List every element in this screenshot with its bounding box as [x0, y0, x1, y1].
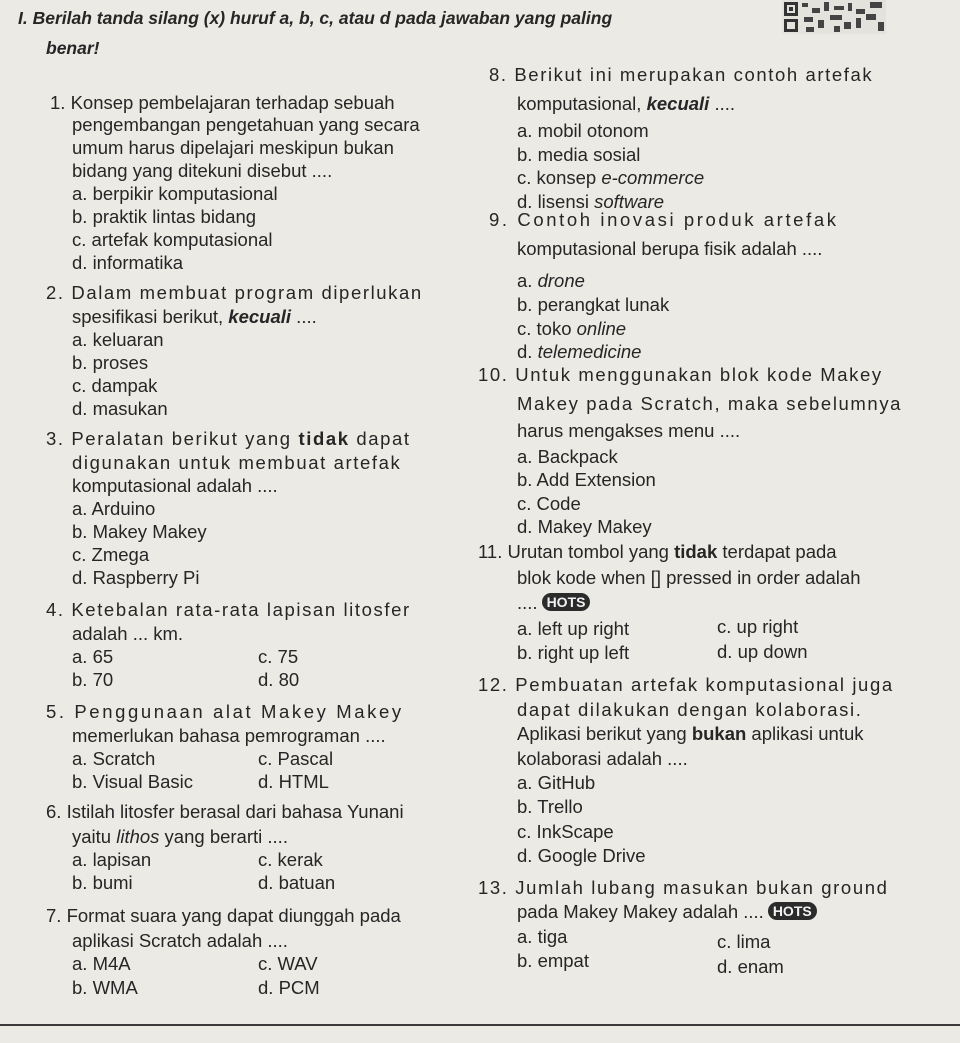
option-a[interactable]: a. drone	[517, 270, 585, 291]
option-b[interactable]: b. perangkat lunak	[517, 294, 670, 315]
option-b[interactable]: b. Add Extension	[517, 469, 656, 490]
option-b[interactable]: b. Trello	[517, 796, 583, 817]
page-divider	[0, 1024, 960, 1026]
question-text: harus mengakses menu ....	[517, 420, 741, 441]
option-b[interactable]: b. proses	[72, 352, 149, 373]
question-text: kolaborasi adalah ....	[517, 748, 688, 769]
option-a[interactable]: a. 65	[72, 646, 114, 667]
question-text: 10. Untuk menggunakan blok kode Makey	[478, 364, 883, 385]
option-d[interactable]: d. telemedicine	[517, 341, 642, 362]
question-text: blok kode when [] pressed in order adalah	[517, 567, 861, 588]
question-text: adalah ... km.	[72, 623, 184, 644]
question-text: pengembangan pengetahuan yang secara	[72, 114, 420, 135]
option-d[interactable]: d. enam	[717, 956, 784, 977]
option-c[interactable]: c. WAV	[258, 953, 318, 974]
option-b[interactable]: b. empat	[517, 950, 589, 971]
option-d[interactable]: d. masukan	[72, 398, 168, 419]
hots-badge: HOTS	[768, 902, 817, 920]
question-text: spesifikasi berikut, kecuali ....	[72, 306, 317, 327]
question-text: 7. Format suara yang dapat diunggah pada	[46, 905, 401, 926]
option-b[interactable]: b. Makey Makey	[72, 521, 207, 542]
qr-code	[782, 0, 886, 34]
option-d[interactable]: d. lisensi software	[517, 191, 665, 212]
option-c[interactable]: c. konsep e-commerce	[517, 167, 705, 188]
question-text: 12. Pembuatan artefak komputasional juga	[478, 674, 894, 695]
option-a[interactable]: a. mobil otonom	[517, 120, 649, 141]
option-c[interactable]: c. dampak	[72, 375, 158, 396]
option-d[interactable]: d. Google Drive	[517, 845, 646, 866]
option-b[interactable]: b. bumi	[72, 872, 133, 893]
question-text: pada Makey Makey adalah .... HOTS	[517, 901, 817, 923]
hots-badge: HOTS	[542, 593, 591, 611]
option-a[interactable]: a. lapisan	[72, 849, 152, 870]
option-b[interactable]: b. praktik lintas bidang	[72, 206, 257, 227]
question-text: 9. Contoh inovasi produk artefak	[489, 209, 839, 230]
question-text: 2. Dalam membuat program diperlukan	[46, 282, 423, 303]
question-text: 3. Peralatan berikut yang tidak dapat	[46, 428, 411, 449]
option-a[interactable]: a. tiga	[517, 926, 568, 947]
option-c[interactable]: c. Code	[517, 493, 581, 514]
option-a[interactable]: a. keluaran	[72, 329, 164, 350]
option-c[interactable]: c. artefak komputasional	[72, 229, 273, 250]
option-a[interactable]: a. Scratch	[72, 748, 156, 769]
question-text: aplikasi Scratch adalah ....	[72, 930, 288, 951]
question-text: digunakan untuk membuat artefak	[72, 452, 402, 473]
option-b[interactable]: b. 70	[72, 669, 114, 690]
option-d[interactable]: d. up down	[717, 641, 808, 662]
question-text: yaitu lithos yang berarti ....	[72, 826, 288, 847]
option-c[interactable]: c. lima	[717, 931, 771, 952]
option-a[interactable]: a. Arduino	[72, 498, 156, 519]
option-c[interactable]: c. kerak	[258, 849, 323, 870]
option-d[interactable]: d. Raspberry Pi	[72, 567, 200, 588]
option-c[interactable]: c. 75	[258, 646, 299, 667]
option-c[interactable]: c. toko online	[517, 318, 627, 339]
question-text: dapat dilakukan dengan kolaborasi.	[517, 699, 863, 720]
option-b[interactable]: b. WMA	[72, 977, 138, 998]
question-text: komputasional, kecuali ....	[517, 93, 736, 114]
option-c[interactable]: c. Zmega	[72, 544, 150, 565]
question-text: komputasional adalah ....	[72, 475, 278, 496]
question-text: 11. Urutan tombol yang tidak terdapat pada	[478, 541, 837, 562]
question-text: 6. Istilah litosfer berasal dari bahasa Yunani	[46, 801, 404, 822]
question-text: 5. Penggunaan alat Makey Makey	[46, 701, 404, 722]
question-text: bidang yang ditekuni disebut ....	[72, 160, 333, 181]
section-instruction: I. Berilah tanda silang (x) huruf a, b, c, atau d pada jawaban yang paling	[18, 8, 613, 28]
option-b[interactable]: b. media sosial	[517, 144, 641, 165]
option-d[interactable]: d. PCM	[258, 977, 320, 998]
option-a[interactable]: a. GitHub	[517, 772, 596, 793]
question-text: umum harus dipelajari meskipun bukan	[72, 137, 394, 158]
option-a[interactable]: a. left up right	[517, 618, 630, 639]
option-a[interactable]: a. Backpack	[517, 446, 618, 467]
option-b[interactable]: b. Visual Basic	[72, 771, 193, 792]
question-text: komputasional berupa fisik adalah ....	[517, 238, 823, 259]
question-text: memerlukan bahasa pemrograman ....	[72, 725, 386, 746]
question-text: 13. Jumlah lubang masukan bukan ground	[478, 877, 889, 898]
option-d[interactable]: d. informatika	[72, 252, 184, 273]
option-a[interactable]: a. M4A	[72, 953, 131, 974]
option-d[interactable]: d. Makey Makey	[517, 516, 652, 537]
question-text: 1. Konsep pembelajaran terhadap sebuah	[50, 92, 395, 113]
question-text: 4. Ketebalan rata-rata lapisan litosfer	[46, 599, 411, 620]
option-d[interactable]: d. HTML	[258, 771, 329, 792]
option-b[interactable]: b. right up left	[517, 642, 630, 663]
option-d[interactable]: d. 80	[258, 669, 300, 690]
section-instruction-cont: benar!	[46, 38, 100, 58]
option-a[interactable]: a. berpikir komputasional	[72, 183, 278, 204]
option-d[interactable]: d. batuan	[258, 872, 336, 893]
question-text: Makey pada Scratch, maka sebelumnya	[517, 393, 903, 414]
option-c[interactable]: c. InkScape	[517, 821, 614, 842]
option-c[interactable]: c. Pascal	[258, 748, 334, 769]
question-text: Aplikasi berikut yang bukan aplikasi untuk	[517, 723, 864, 744]
question-text: 8. Berikut ini merupakan contoh artefak	[489, 64, 874, 85]
question-text: .... HOTS	[517, 592, 590, 614]
option-c[interactable]: c. up right	[717, 616, 799, 637]
